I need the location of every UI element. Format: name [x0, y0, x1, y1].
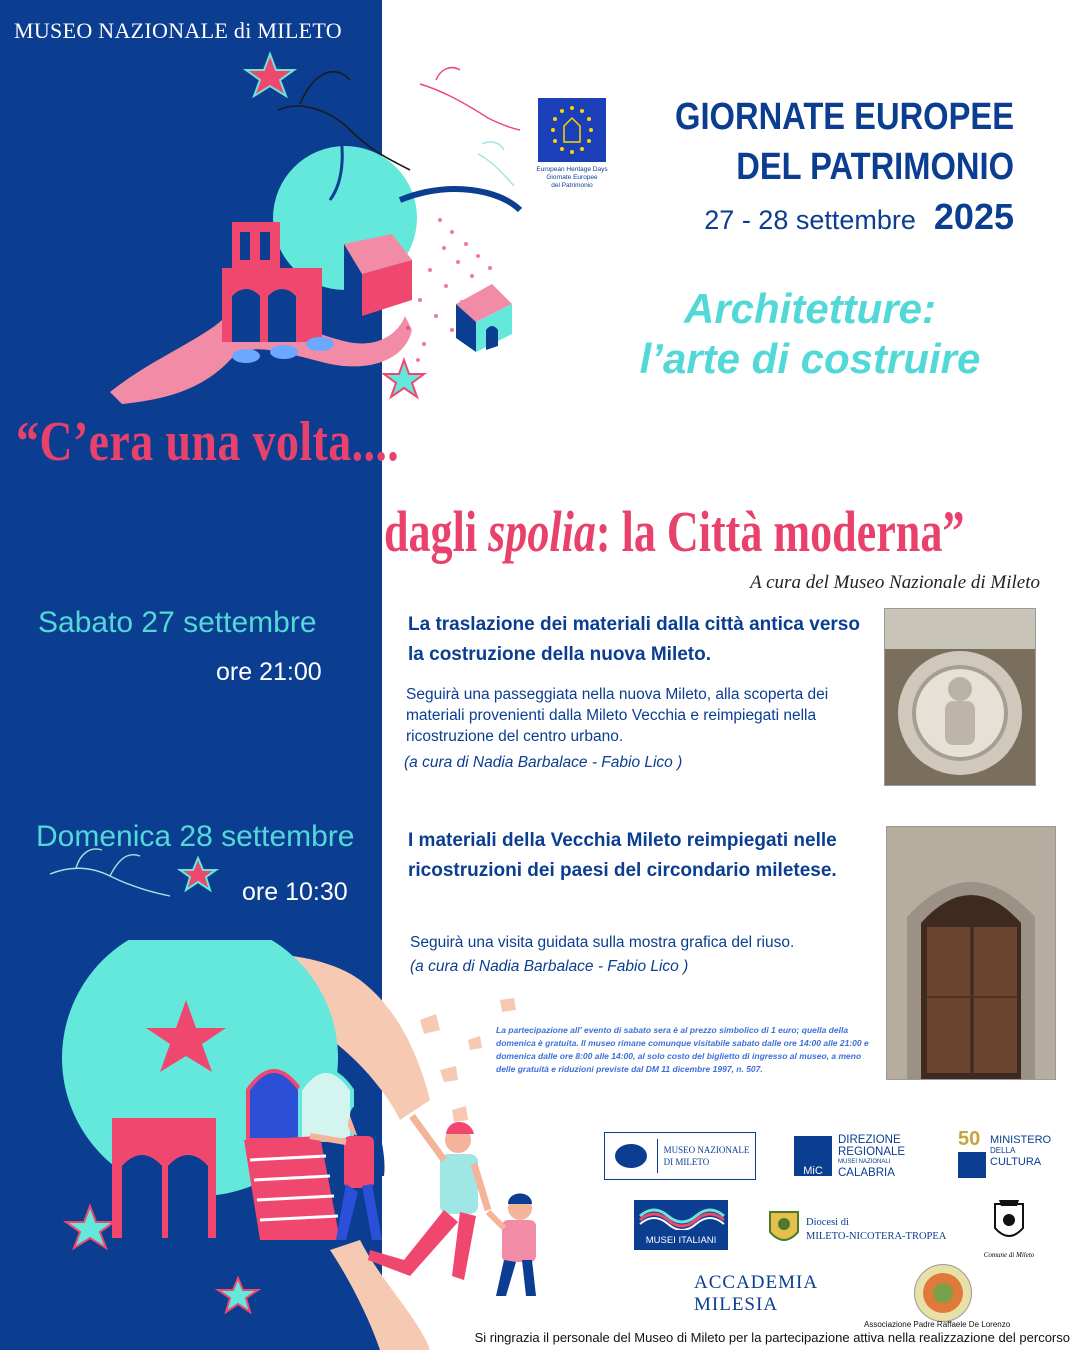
session2-title: I materiali della Vecchia Mileto reimpiegati nelle ricostruzioni dei paesi del circondario miletese.: [408, 830, 837, 881]
session1-description: Seguirà una passeggiata nella nuova Mileto, alla scoperta dei materiali provenienti dalla Mileto Vecchia e reimpiegati nella ricostruzione del centro urbano.: [406, 686, 829, 745]
logo-comune-mileto: [978, 1196, 1040, 1262]
logo-direzione-regionale: [794, 1134, 914, 1180]
comune-crest-icon: [989, 1196, 1029, 1246]
ministero-mark-icon: [958, 1152, 986, 1178]
comune-label: Comune di Mileto: [983, 1251, 1035, 1259]
theme-line2: l’arte di costruire: [639, 335, 981, 382]
eu-stars-icon: [538, 98, 606, 162]
direzione-line2: REGIONALE: [838, 1146, 906, 1158]
session1-photo: [884, 608, 1036, 786]
quote-line2: [384, 498, 964, 565]
direzione-mark: MiC: [794, 1136, 832, 1176]
session1-time: ore 21:00: [216, 658, 322, 686]
theme-line1: Architetture:: [683, 285, 937, 332]
museum-emblem-icon: [611, 1139, 651, 1173]
eu-flag-logo: [538, 98, 606, 162]
direzione-line4: CALABRIA: [838, 1167, 895, 1179]
staircase: [244, 1136, 340, 1240]
eu-caption-line2: Giornate Europee: [546, 174, 598, 181]
event-title: [658, 92, 1014, 192]
logo-accademia-milesia: [694, 1272, 844, 1315]
quote-line2-prefix: dagli: [384, 499, 489, 564]
event-date-range: 27 - 28 settembre: [704, 205, 916, 235]
museum-name: MUSEO NAZIONALE di MILETO: [14, 18, 342, 43]
bottom-illustration: [0, 940, 620, 1350]
wooden-door-image: [887, 827, 1055, 1079]
session2-time: ore 10:30: [242, 878, 348, 906]
bird-outline-icon: [40, 836, 220, 916]
footer-thanks: Si ringrazia il personale del Museo di Mileto per la partecipazione attiva nella realizzazione del percorso: [474, 1330, 1070, 1345]
bird-pink: [420, 68, 520, 130]
associazione-emblem-icon: [914, 1264, 972, 1322]
admission-note: La partecipazione all' evento di sabato sera è al prezzo simbolico di 1 euro; quella della domenica è gratuita. Il museo rimane comunque visitabile sabato dalle ore 14:00 alle 21:00 e domenica dalle ore 8:00 alle 14:00, al solo costo del biglietto di ingresso al museo, a meno delle gratuità e riduzioni previste dal DM 11 dicembre 1997, n. 507.: [496, 1025, 869, 1074]
logo-musei-italiani: [634, 1200, 728, 1250]
session1-day: Sabato 27 settembre: [38, 606, 317, 639]
logo-museo-mileto: [604, 1132, 756, 1180]
ministero-line3: CULTURA: [990, 1156, 1042, 1168]
ministero-line2: DELLA: [990, 1146, 1016, 1155]
eu-caption-line1: European Heritage Days: [536, 166, 608, 173]
musei-italiani-label: MUSEI ITALIANI: [645, 1235, 717, 1246]
event-title-line1: GIORNATE EUROPEE: [675, 96, 1014, 138]
event-theme: [560, 284, 1060, 384]
event-title-line2: DEL PATRIMONIO: [736, 146, 1014, 188]
diocesi-line2: MILETO-NICOTERA-TROPEA: [806, 1231, 947, 1242]
ministero-50: 50: [958, 1128, 981, 1150]
small-house: [456, 284, 512, 352]
logo-diocesi: [766, 1206, 966, 1250]
museo-logo-line1: MUSEO NAZIONALE: [663, 1145, 750, 1155]
direzione-line3: MUSEI NAZIONALI: [838, 1159, 891, 1165]
event-dates: [600, 196, 1014, 238]
museo-logo-line2: DI MILETO: [663, 1157, 710, 1167]
quote-line2-italic: spolia: [488, 499, 596, 564]
logo-ministero-cultura: [958, 1128, 1054, 1180]
diocesi-line1: Diocesi di: [806, 1217, 849, 1228]
session2-credit: (a cura di Nadia Barbalace - Fabio Lico ): [410, 958, 689, 975]
session1-title: La traslazione dei materiali dalla città antica verso la costruzione della nuova Mileto.: [408, 614, 860, 665]
session2-day: Domenica 28 settembre: [36, 820, 355, 853]
accademia-label: ACCADEMIA MILESIA: [694, 1272, 818, 1315]
associazione-label: Associazione Padre Raffaele De Lorenzo: [864, 1320, 1011, 1329]
session2-description: Seguirà una visita guidata sulla mostra grafica del riuso.: [410, 934, 795, 951]
quote-line1: “C’era una volta....: [16, 411, 400, 473]
direzione-line1: DIREZIONE: [838, 1134, 901, 1146]
ministero-line1: MINISTERO: [990, 1134, 1052, 1146]
musei-italiani-wave-icon: [634, 1200, 728, 1230]
diocesi-crest-icon: [766, 1206, 802, 1250]
event-year: 2025: [933, 196, 1014, 237]
eu-caption-line3: del Patrimonio: [551, 182, 593, 189]
session1-credit: (a cura di Nadia Barbalace - Fabio Lico ): [404, 754, 683, 771]
quote-line2-suffix: : la Città moderna”: [595, 499, 965, 564]
bird-teal: [478, 142, 514, 186]
stone-medallion-image: [885, 609, 1035, 785]
bottom-arches: [112, 1118, 216, 1238]
curated-by: A cura del Museo Nazionale di Mileto: [750, 572, 1040, 593]
session2-photo: [886, 826, 1056, 1080]
